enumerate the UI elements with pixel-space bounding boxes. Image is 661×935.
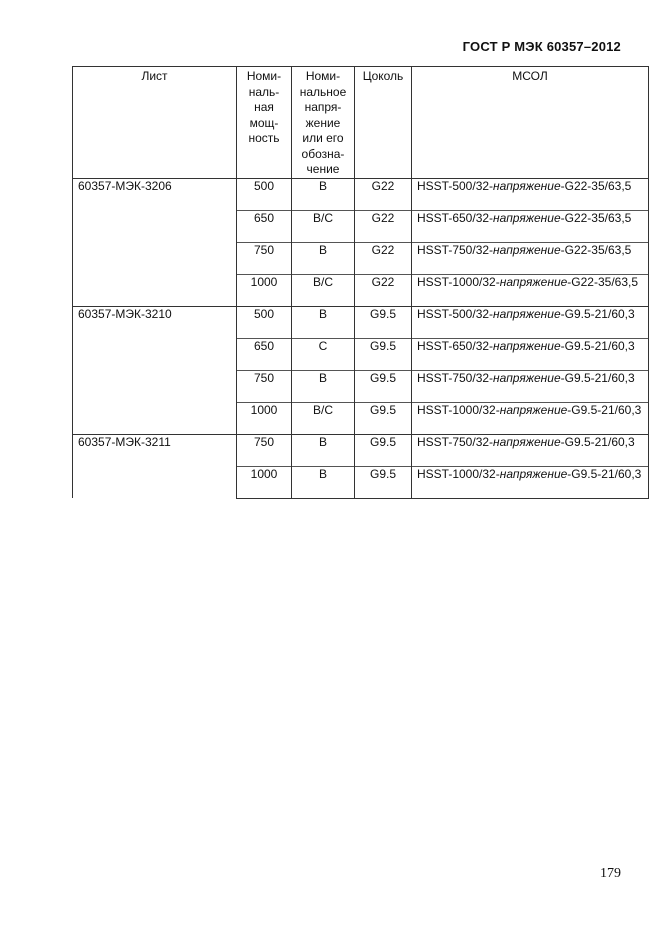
mcol-prefix: HSST-750/32- (417, 434, 494, 449)
mcol-suffix: -G9.5-21/60,3 (560, 306, 635, 321)
mcol-prefix: HSST-500/32- (417, 306, 494, 321)
cell-voltage: B (292, 434, 355, 466)
mcol-prefix: HSST-650/32- (417, 210, 494, 225)
cell-mcol (412, 178, 649, 210)
cell-mcol (412, 402, 649, 434)
cell-voltage: B (292, 242, 355, 274)
cell-mcol (412, 466, 649, 498)
mcol-suffix: -G9.5-21/60,3 (560, 434, 635, 449)
mcol-prefix: HSST-500/32- (417, 178, 494, 193)
cell-power: 500 (237, 178, 292, 210)
mcol-voltage-placeholder: напряжение (493, 306, 561, 321)
mcol-voltage-placeholder: напряжение (493, 178, 561, 193)
cell-base: G9.5 (355, 434, 412, 466)
cell-mcol (412, 274, 649, 306)
cell-sheet: 60357-МЭК-3206 (73, 178, 237, 306)
cell-voltage: C (292, 338, 355, 370)
cell-voltage: B (292, 370, 355, 402)
mcol-voltage-placeholder: напряжение (493, 370, 561, 385)
cell-mcol (412, 210, 649, 242)
cell-power: 500 (237, 306, 292, 338)
cell-sheet: 60357-МЭК-3211 (73, 434, 237, 498)
lamp-data-table (72, 66, 649, 499)
document-standard-header: ГОСТ Р МЭК 60357–2012 (462, 39, 621, 54)
mcol-voltage-placeholder: напряжение (499, 274, 568, 289)
cell-base: G9.5 (355, 370, 412, 402)
page-number: 179 (600, 866, 621, 881)
mcol-prefix: HSST-650/32- (417, 338, 494, 353)
mcol-suffix: -G9.5-21/60,3 (560, 370, 635, 385)
cell-power: 750 (237, 434, 292, 466)
cell-base: G9.5 (355, 306, 412, 338)
cell-base: G9.5 (355, 402, 412, 434)
mcol-suffix: -G22-35/63,5 (567, 274, 639, 289)
cell-base: G9.5 (355, 466, 412, 498)
column-header-mcol: МСОЛ (412, 67, 649, 179)
table-body (73, 178, 649, 498)
mcol-suffix: -G9.5-21/60,3 (560, 338, 635, 353)
cell-voltage: B (292, 178, 355, 210)
mcol-prefix: HSST-1000/32- (417, 274, 500, 289)
table-header-row (73, 67, 649, 179)
column-header-power: Номи- наль- ная мощ- ность (237, 67, 292, 179)
mcol-suffix: -G22-35/63,5 (560, 178, 632, 193)
mcol-prefix: HSST-1000/32- (417, 466, 500, 481)
cell-base: G9.5 (355, 338, 412, 370)
cell-voltage: B/C (292, 274, 355, 306)
cell-base: G22 (355, 242, 412, 274)
mcol-prefix: HSST-1000/32- (417, 402, 500, 417)
mcol-voltage-placeholder: напряжение (493, 338, 561, 353)
mcol-voltage-placeholder: напряжение (499, 402, 568, 417)
mcol-prefix: HSST-750/32- (417, 370, 494, 385)
cell-base: G22 (355, 274, 412, 306)
cell-voltage: B (292, 466, 355, 498)
table-row (73, 306, 649, 338)
cell-power: 750 (237, 370, 292, 402)
cell-mcol (412, 434, 649, 466)
mcol-voltage-placeholder: напряжение (493, 434, 561, 449)
cell-base: G22 (355, 178, 412, 210)
mcol-voltage-placeholder: напряжение (493, 242, 561, 257)
mcol-prefix: HSST-750/32- (417, 242, 494, 257)
column-header-base: Цоколь (355, 67, 412, 179)
cell-power: 1000 (237, 274, 292, 306)
mcol-voltage-placeholder: напряжение (493, 210, 561, 225)
cell-mcol (412, 370, 649, 402)
mcol-suffix: -G9.5-21/60,3 (567, 466, 642, 481)
mcol-suffix: -G9.5-21/60,3 (567, 402, 642, 417)
cell-power: 650 (237, 338, 292, 370)
column-header-sheet: Лист (73, 67, 237, 179)
table-row (73, 178, 649, 210)
mcol-voltage-placeholder: напряжение (499, 466, 568, 481)
cell-voltage: B (292, 306, 355, 338)
cell-sheet: 60357-МЭК-3210 (73, 306, 237, 434)
cell-voltage: B/C (292, 402, 355, 434)
mcol-suffix: -G22-35/63,5 (560, 242, 632, 257)
cell-voltage: B/C (292, 210, 355, 242)
cell-power: 750 (237, 242, 292, 274)
cell-mcol (412, 242, 649, 274)
column-header-voltage: Номи- нальное напря- жение или его обозна- чение (292, 67, 355, 179)
cell-power: 1000 (237, 466, 292, 498)
lamp-data-table-container (72, 66, 648, 499)
table-row (73, 434, 649, 466)
cell-mcol (412, 306, 649, 338)
cell-power: 1000 (237, 402, 292, 434)
mcol-suffix: -G22-35/63,5 (560, 210, 632, 225)
cell-base: G22 (355, 210, 412, 242)
cell-mcol (412, 338, 649, 370)
cell-power: 650 (237, 210, 292, 242)
